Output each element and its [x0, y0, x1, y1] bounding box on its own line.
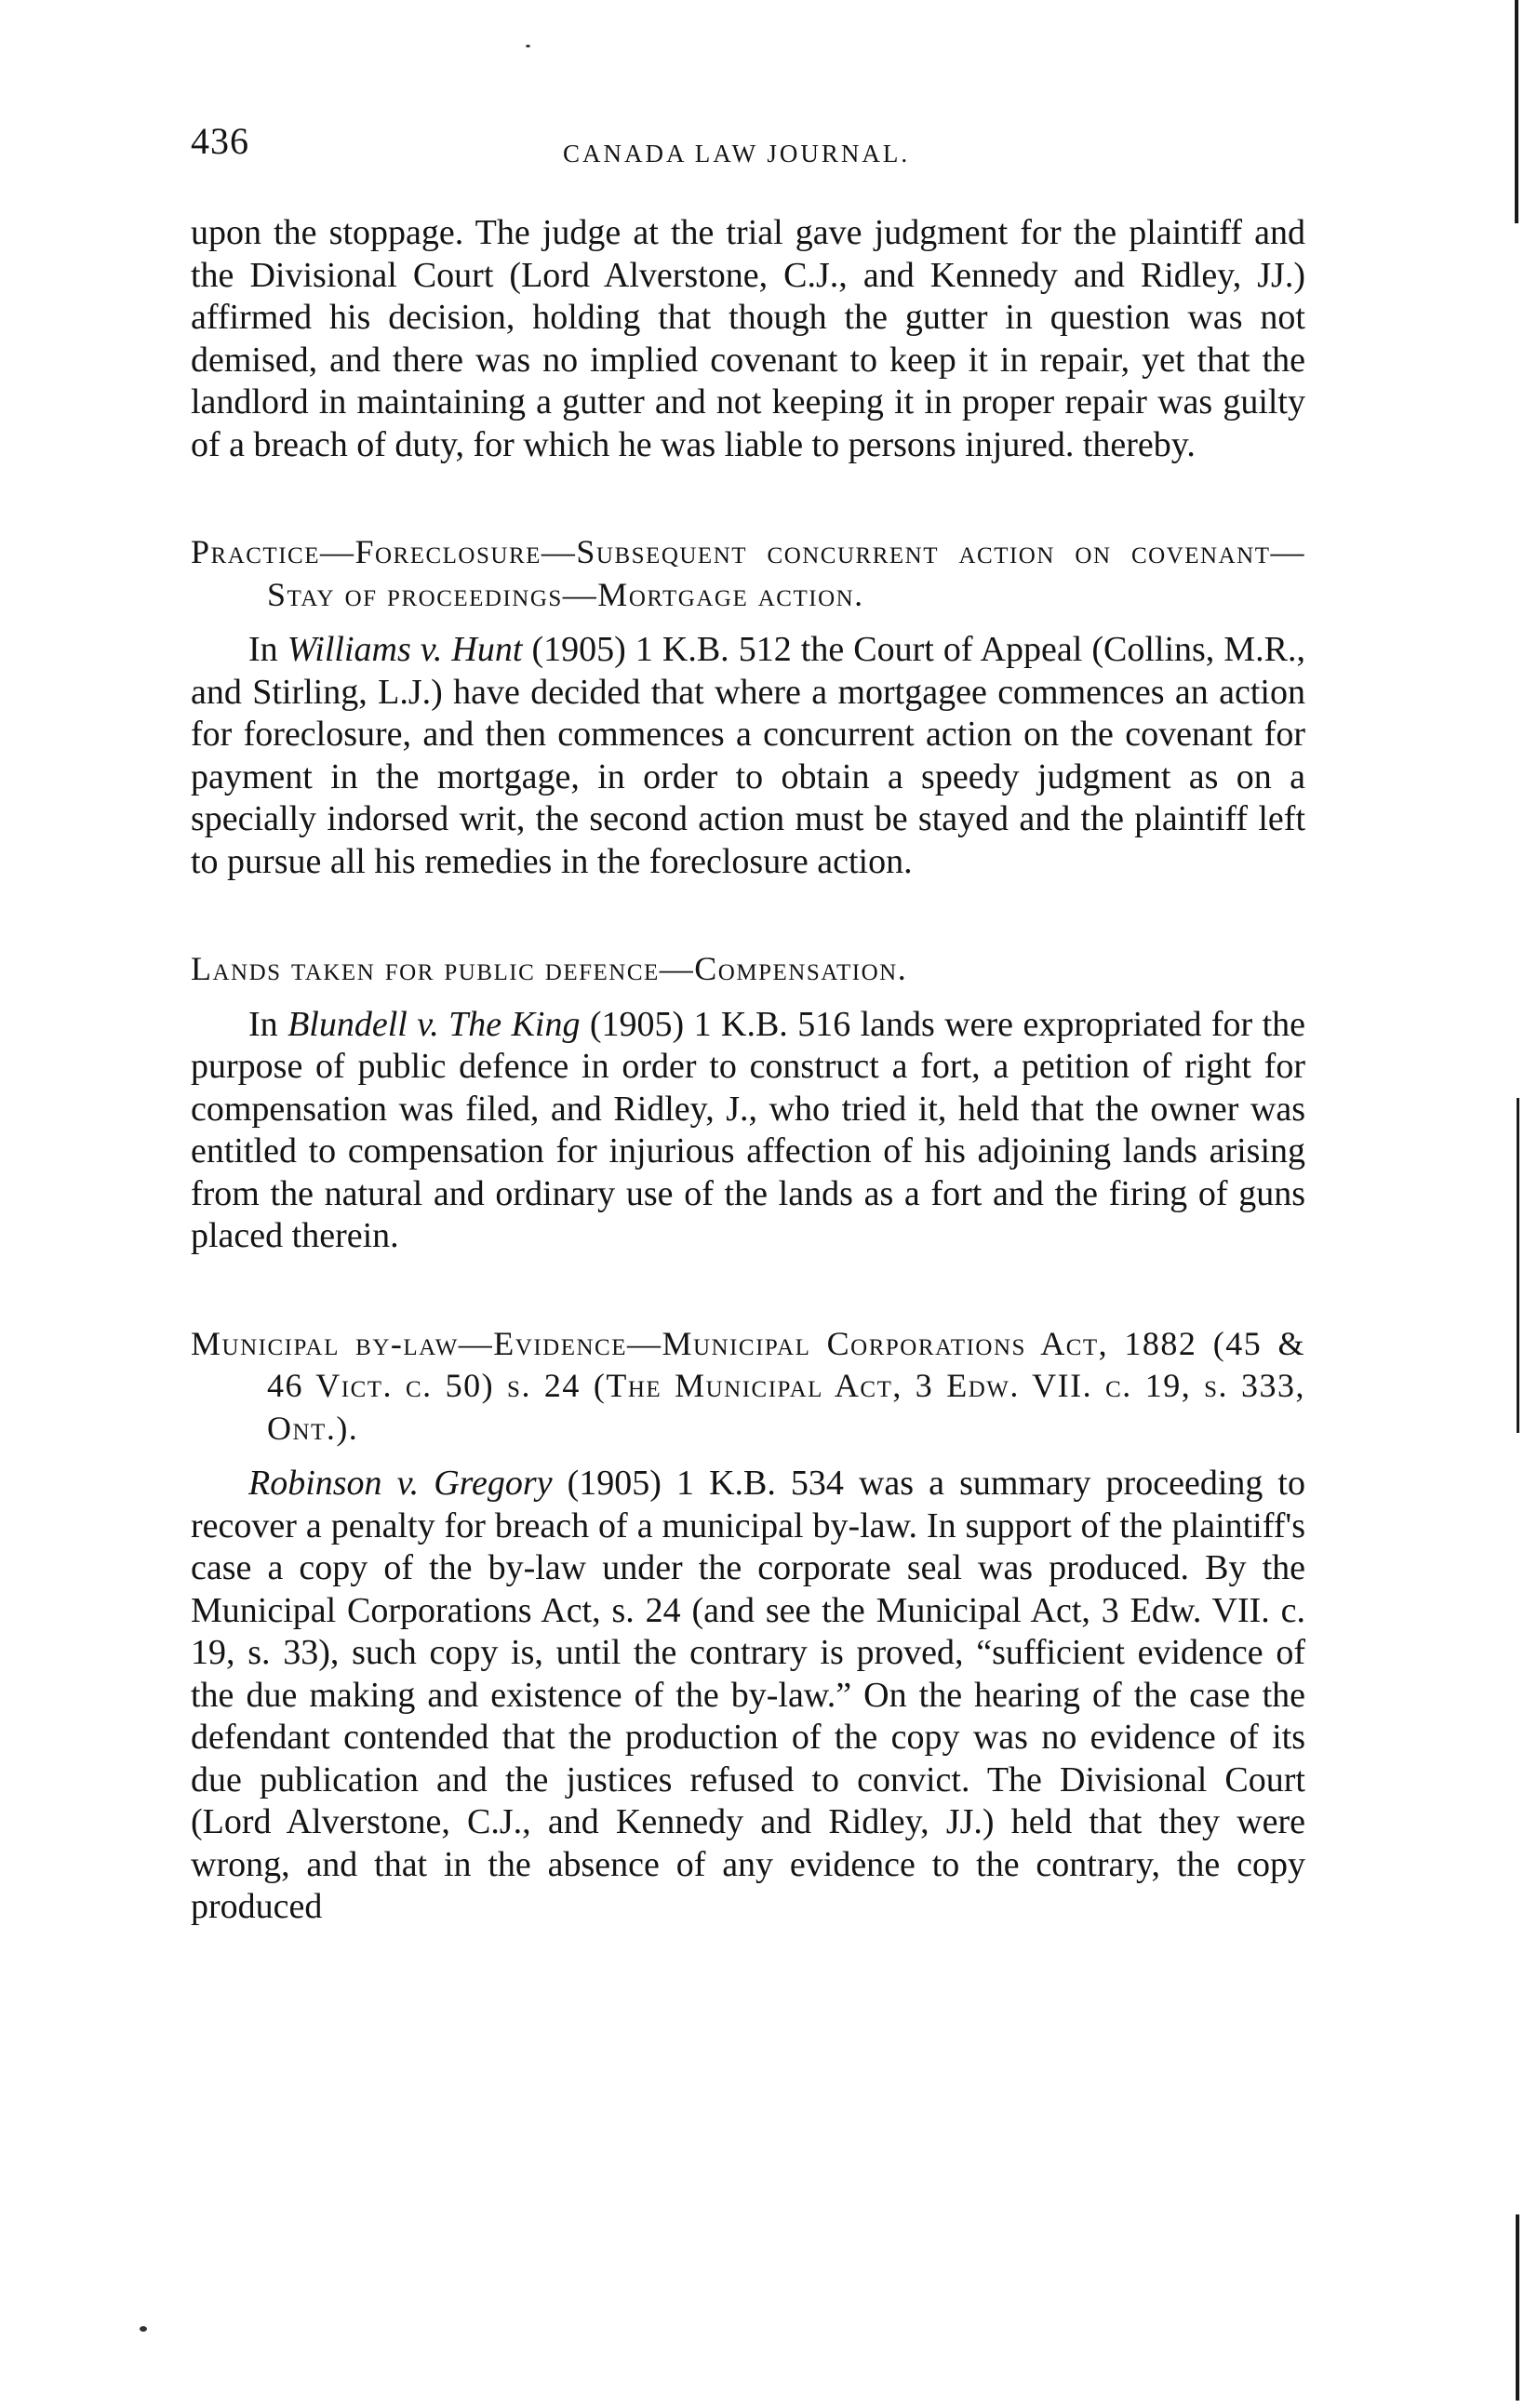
page-number: 436 [191, 120, 249, 162]
paragraph-prefix: In [248, 1004, 288, 1044]
paragraph-text: (1905) 1 K.B. 534 was a summary proceeding to recover a penalty for breach of a municipal by-law. In support of the plaintiff's case a copy of the by-law under the corporate seal was produced. By the Municipal Corporations Act, s. 24 (and see the Municipal Act, 3 Edw. VII. c. 19, s. 33), such copy is, until the contrary is proved, “sufficient evidence of the due making and existence of the by-law.” On the hearing of the case the defendant contended that the production of the copy was no evidence of its due publication and the justices refused to convict. The Divisional Court (Lord Alverstone, C.J., and Kennedy and Ridley, JJ.) held that they were wrong, and that in the absence of any evidence to the contrary, the copy produced [191, 1464, 1305, 1926]
section-paragraph-lands [191, 1004, 1305, 1258]
page-header [191, 119, 1307, 175]
scan-edge-mark [1517, 1098, 1519, 1433]
continued-paragraph: upon the stoppage. The judge at the trial gave judgment for the plaintiff and the Divisional Court (Lord Alverstone, C.J., and Kennedy and Ridley, JJ.) affirmed his decision, holding that though the gutter in question was not demised, and there was no implied covenant to keep it in repair, yet that the landlord in maintaining a gutter and not keeping it in proper repair was guilty of a breach of duty, for which he was liable to persons injured. thereby. [191, 213, 1305, 464]
running-title: CANADA LAW JOURNAL. [563, 140, 911, 167]
case-name: Robinson v. Gregory [248, 1464, 553, 1503]
section-heading-lands: Lands taken for public defence—Compensation. [191, 950, 908, 987]
section-paragraph-practice [191, 629, 1305, 883]
scan-edge-mark [1516, 2214, 1519, 2401]
page-body [191, 212, 1305, 1929]
section-heading-municipal: Municipal by-law—Evidence—Municipal Corporations Act, 1882 (45 & 46 Vict. c. 50) s. 24 (The Municipal Act, 3 Edw. VII. c. 19, s. 333, Ont.). [191, 1324, 1305, 1447]
case-name: Williams v. Hunt [287, 630, 523, 669]
paragraph-text: (1905) 1 K.B. 512 the Court of Appeal (Collins, M.R., and Stirling, L.J.) have decided that where a mortgagee commences an action for foreclosure, and then commences a concurrent action on the covenant for payment in the mortgage, in order to obtain a speedy judgment as on a specially indorsed writ, the second action must be stayed and the plaintiff left to pursue all his remedies in the foreclosure action. [191, 630, 1305, 881]
case-name: Blundell v. The King [287, 1004, 581, 1044]
section-heading-practice: Practice—Foreclosure—Subsequent concurrent action on covenant—Stay of proceedings—Mortgage action. [191, 533, 1305, 613]
scan-speck [526, 45, 530, 47]
paragraph-prefix: In [248, 630, 287, 669]
scan-speck [140, 2326, 147, 2332]
section-paragraph-municipal [191, 1463, 1305, 1929]
scan-edge-mark [1515, 0, 1518, 223]
paragraph-text: (1905) 1 K.B. 516 lands were expropriated for the purpose of public defence in order to construct a fort, a petition of right for compensation was filed, and Ridley, J., who tried it, held that the owner was entitled to compensation for injurious affection of his adjoining lands arising from the natural and ordinary use of the lands as a fort and the firing of guns placed therein. [191, 1004, 1306, 1255]
